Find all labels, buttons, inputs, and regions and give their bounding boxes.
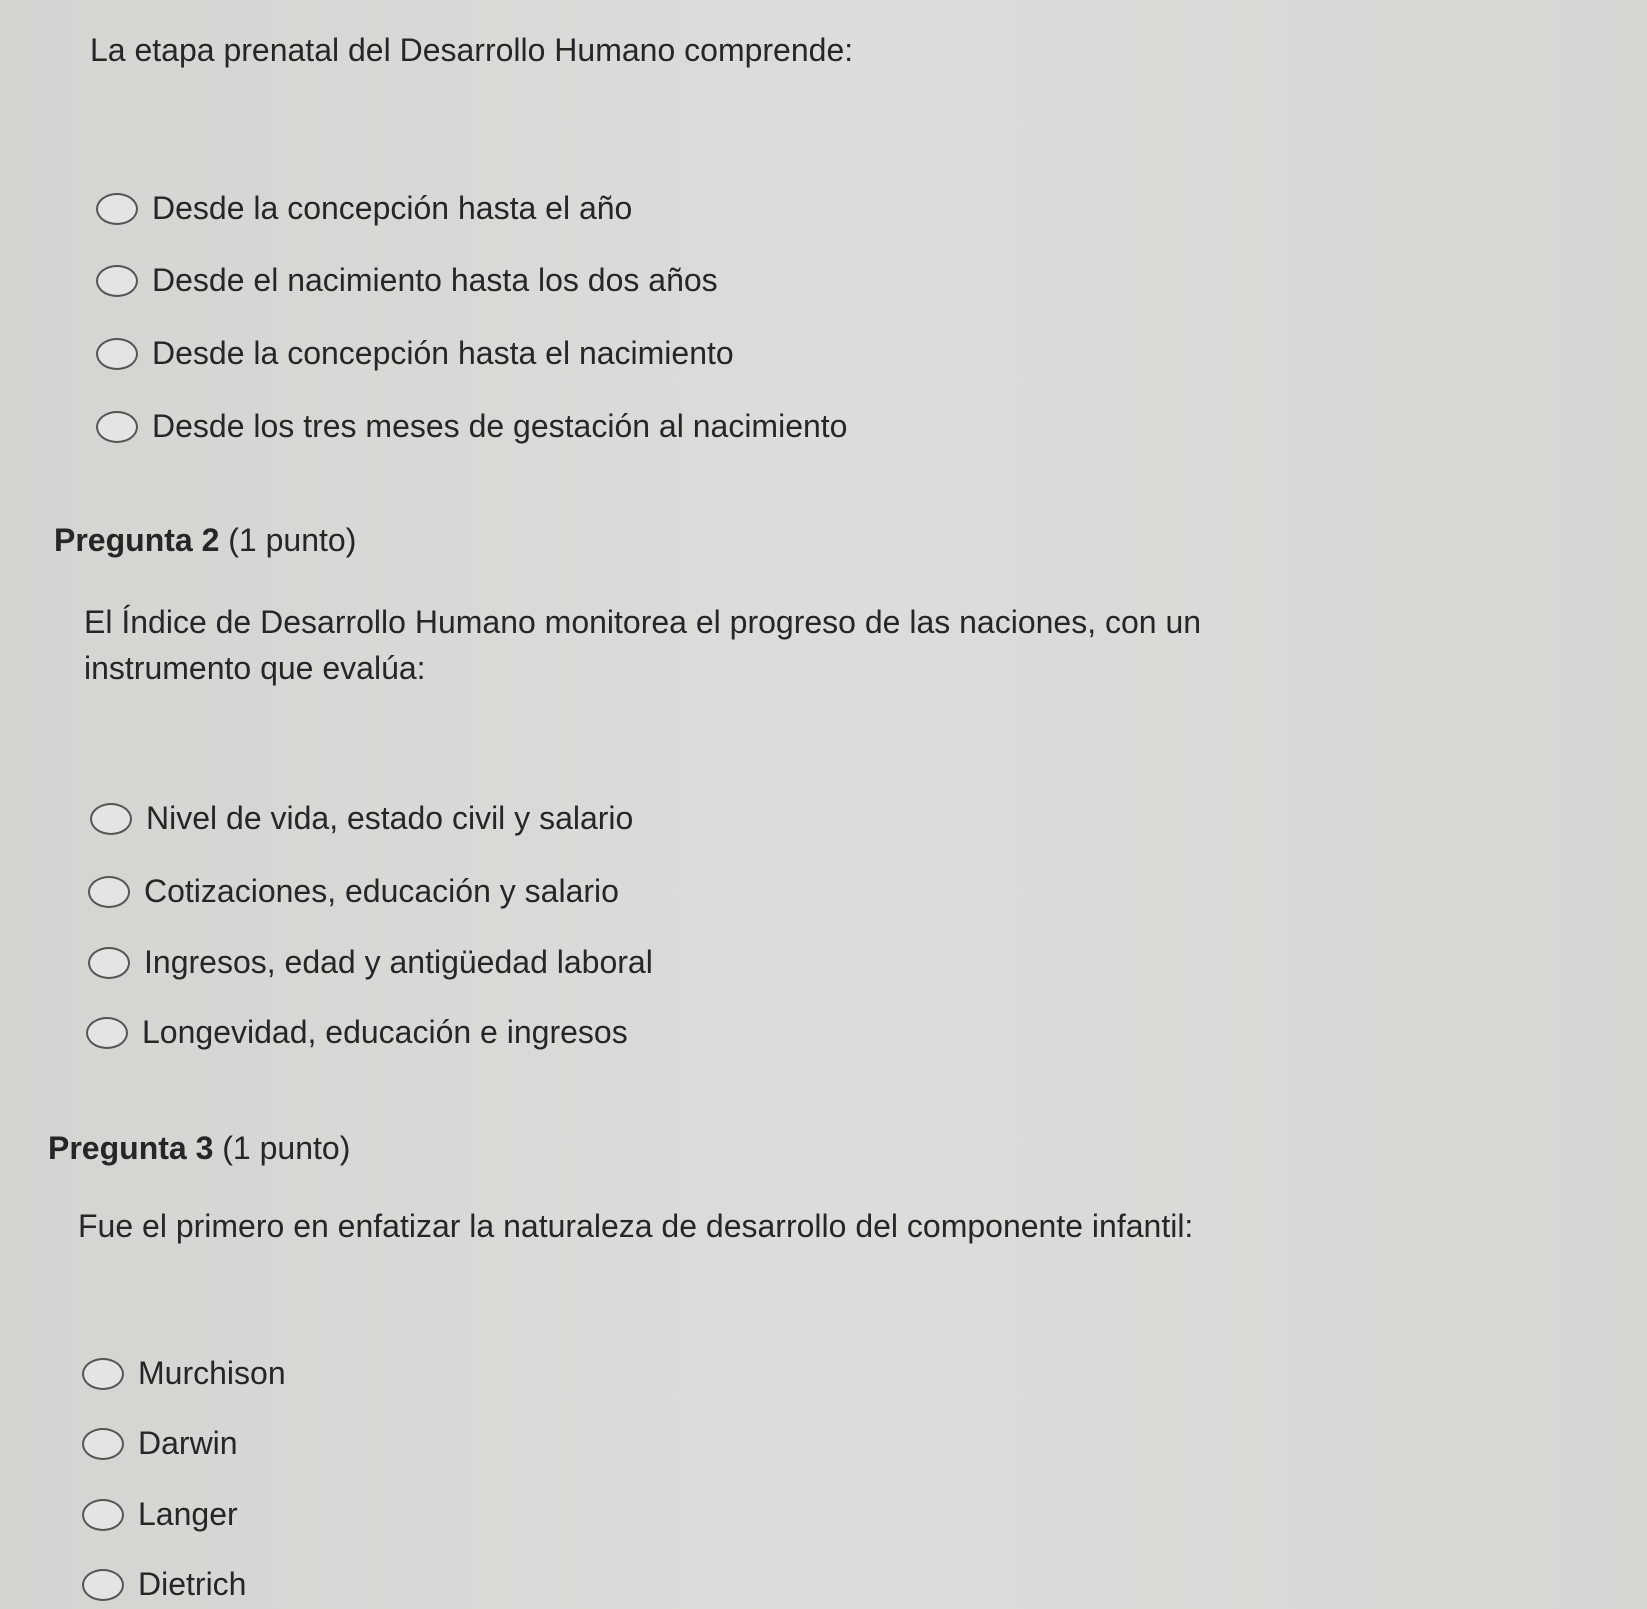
option-q1-a[interactable]: Desde la concepción hasta el año (96, 190, 632, 227)
option-q3-a[interactable]: Murchison (82, 1355, 286, 1392)
radio-button[interactable] (82, 1428, 124, 1460)
option-q3-c[interactable]: Langer (82, 1496, 238, 1533)
radio-button[interactable] (96, 411, 138, 443)
option-q3-d[interactable]: Dietrich (82, 1566, 246, 1603)
option-q1-b[interactable]: Desde el nacimiento hasta los dos años (96, 262, 718, 299)
question-2-prompt: El Índice de Desarrollo Humano monitorea el progreso de las naciones, con un (84, 604, 1202, 640)
radio-button[interactable] (96, 265, 138, 297)
question-3-header: Pregunta 3 (1 punto) (48, 1130, 351, 1166)
option-q1-c[interactable]: Desde la concepción hasta el nacimiento (96, 335, 734, 372)
radio-button[interactable] (88, 876, 130, 908)
option-q2-a[interactable]: Nivel de vida, estado civil y salario (90, 800, 633, 837)
option-q3-b[interactable]: Darwin (82, 1425, 238, 1462)
radio-button[interactable] (82, 1358, 124, 1390)
radio-button[interactable] (96, 338, 138, 370)
option-q2-d[interactable]: Longevidad, educación e ingresos (86, 1014, 628, 1051)
question-3-prompt: Fue el primero en enfatizar la naturaleza de desarrollo del componente infantil: (78, 1208, 1194, 1244)
radio-button[interactable] (96, 193, 138, 225)
radio-button[interactable] (82, 1569, 124, 1601)
radio-button[interactable] (86, 1017, 128, 1049)
question-2-prompt-cont: instrumento que evalúa: (84, 650, 426, 686)
option-q1-d[interactable]: Desde los tres meses de gestación al nacimiento (96, 408, 847, 445)
radio-button[interactable] (88, 947, 130, 979)
question-2-header: Pregunta 2 (1 punto) (54, 522, 357, 558)
radio-button[interactable] (90, 803, 132, 835)
question-1-prompt: La etapa prenatal del Desarrollo Humano comprende: (90, 32, 854, 68)
radio-button[interactable] (82, 1499, 124, 1531)
option-q2-b[interactable]: Cotizaciones, educación y salario (88, 873, 619, 910)
option-q2-c[interactable]: Ingresos, edad y antigüedad laboral (88, 944, 653, 981)
